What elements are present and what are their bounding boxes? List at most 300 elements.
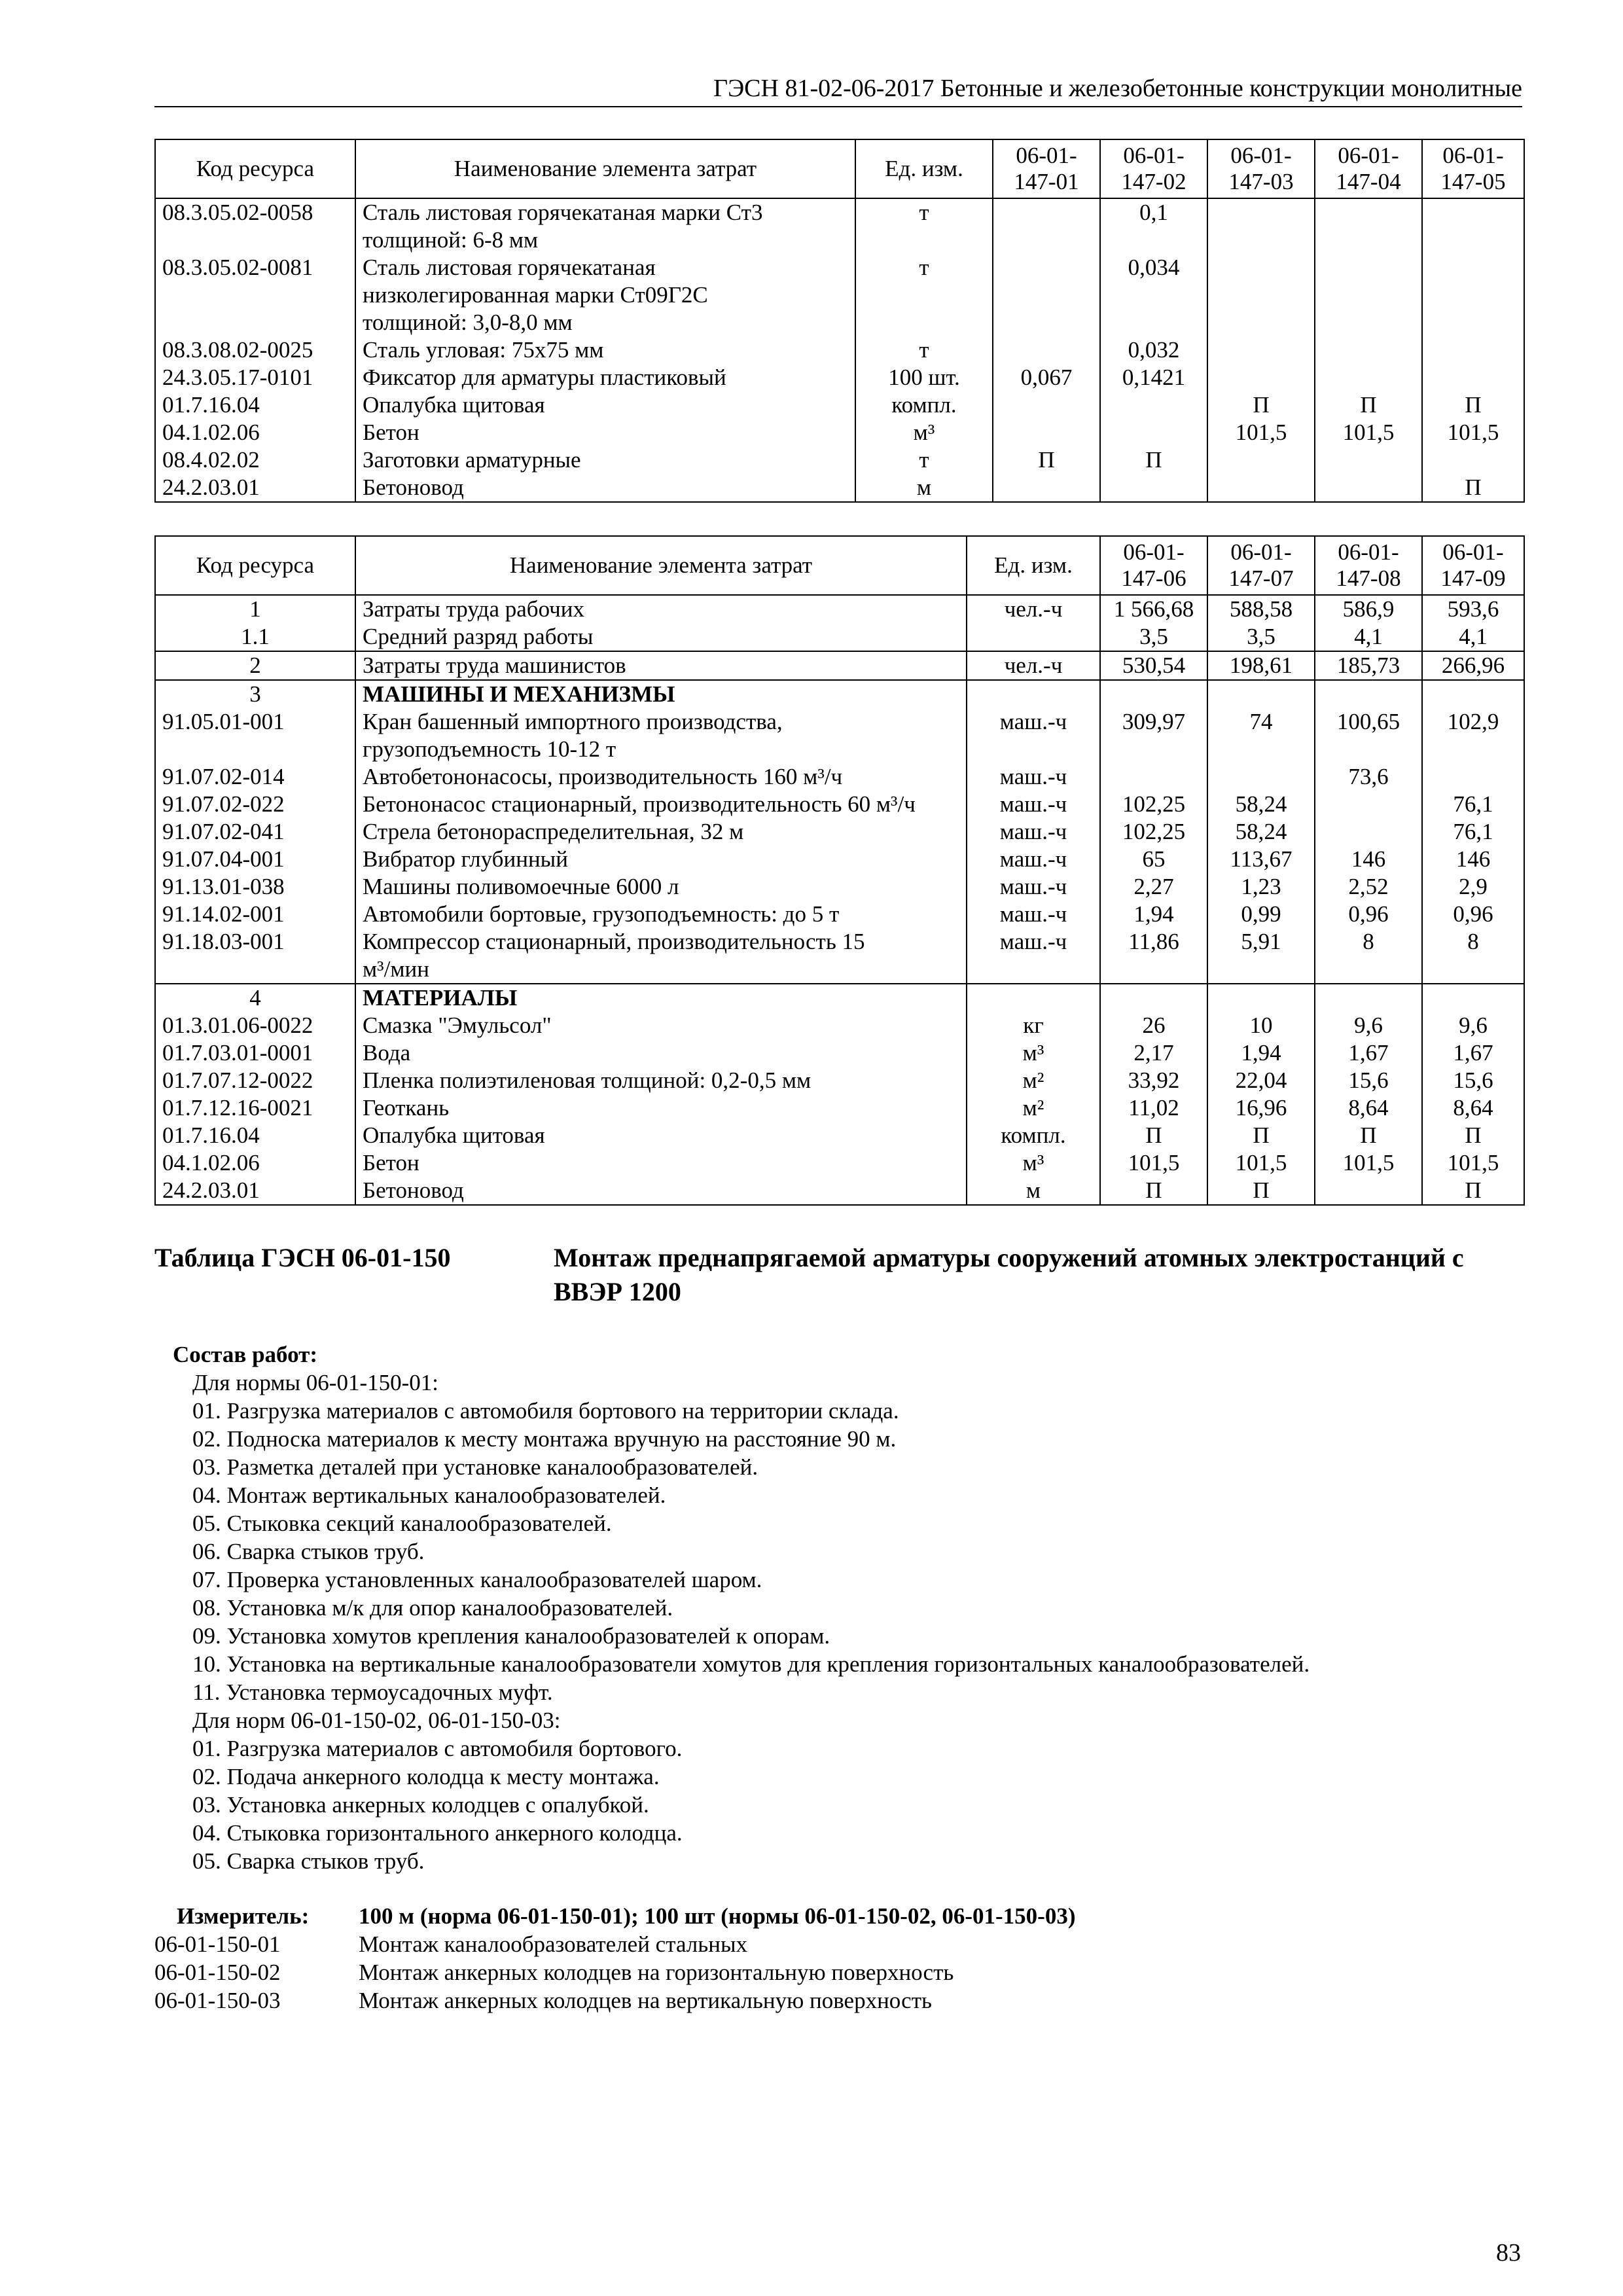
value-cell: П (1207, 391, 1315, 419)
unit-cell (967, 736, 1100, 763)
value-cell: 266,96 (1422, 651, 1524, 680)
resource-name-cell: Бетон (355, 1149, 967, 1177)
resource-name-cell: Сталь угловая: 75х75 мм (355, 336, 855, 364)
value-cell: 4,1 (1315, 623, 1422, 651)
resource-name-cell: Бетон (355, 419, 855, 446)
work-item: 02. Подача анкерного колодца к месту монтажа. (192, 1764, 660, 1789)
resource-name-cell: Фиксатор для арматуры пластиковый (355, 364, 855, 391)
value-cell: 309,97 (1100, 708, 1207, 736)
unit-cell: м³ (855, 419, 993, 446)
unit-cell: 100 шт. (855, 364, 993, 391)
unit-cell (967, 680, 1100, 708)
resource-name-cell: толщиной: 3,0-8,0 мм (355, 309, 855, 336)
resource-code-cell: 91.07.02-022 (155, 791, 355, 818)
value-cell (1207, 736, 1315, 763)
resource-name-cell: Опалубка щитовая (355, 1122, 967, 1149)
value-cell: 1,67 (1422, 1039, 1524, 1067)
resource-code-cell: 04.1.02.06 (155, 419, 355, 446)
value-cell (1422, 763, 1524, 791)
resource-table-147-06-09 (154, 535, 1525, 1206)
value-cell: 22,04 (1207, 1067, 1315, 1094)
table-row (155, 680, 1524, 708)
table-row (155, 708, 1524, 736)
unit-cell: т (855, 336, 993, 364)
resource-name-cell: Пленка полиэтиленовая толщиной: 0,2-0,5 мм (355, 1067, 967, 1094)
value-cell: 2,17 (1100, 1039, 1207, 1067)
value-cell (1422, 336, 1524, 364)
unit-cell: маш.-ч (967, 928, 1100, 956)
value-cell (993, 281, 1100, 309)
value-cell: 0,034 (1100, 254, 1207, 281)
resource-name-cell: м³/мин (355, 956, 967, 984)
resource-table-147-01-05 (154, 139, 1525, 503)
value-cell: 3,5 (1207, 623, 1315, 651)
table-row (155, 419, 1524, 446)
value-cell: 9,6 (1422, 1012, 1524, 1039)
value-cell: 33,92 (1100, 1067, 1207, 1094)
value-cell (1100, 474, 1207, 502)
value-cell (1315, 254, 1422, 281)
norm-item (154, 1930, 1075, 1958)
value-cell (1100, 391, 1207, 419)
resource-name-cell: низколегированная марки Ст09Г2С (355, 281, 855, 309)
work-list (173, 1369, 1310, 1875)
resource-name-cell: Затраты труда машинистов (355, 651, 967, 680)
column-header: Ед. изм. (855, 139, 993, 198)
norm-code: 06-01-150-03 (154, 1988, 281, 2013)
resource-code-cell: 2 (155, 651, 355, 680)
value-cell: 58,24 (1207, 818, 1315, 846)
work-item: 01. Разгрузка материалов с автомобиля бортового. (192, 1736, 683, 1761)
value-cell: 1 566,68 (1100, 595, 1207, 623)
unit-cell: маш.-ч (967, 818, 1100, 846)
column-header: Код ресурса (155, 536, 355, 595)
value-cell: 8,64 (1422, 1094, 1524, 1122)
column-header: Ед. изм. (967, 536, 1100, 595)
resource-code-cell: 24.2.03.01 (155, 1177, 355, 1205)
table-row (155, 956, 1524, 984)
resource-name-cell: Автомобили бортовые, грузоподъемность: до 5 т (355, 901, 967, 928)
value-cell (1422, 226, 1524, 254)
resource-name-cell: Смазка "Эмульсол" (355, 1012, 967, 1039)
resource-code-cell: 91.13.01-038 (155, 873, 355, 901)
resource-code-cell (155, 226, 355, 254)
value-cell: 15,6 (1315, 1067, 1422, 1094)
resource-code-cell: 01.7.16.04 (155, 1122, 355, 1149)
norm-list (154, 1930, 1075, 2015)
value-cell: 9,6 (1315, 1012, 1422, 1039)
value-cell (1100, 226, 1207, 254)
unit-cell (967, 623, 1100, 651)
value-cell (1315, 1177, 1422, 1205)
norm-item (154, 1958, 1075, 1986)
resource-name-cell: Бетононасос стационарный, производительность 60 м³/ч (355, 791, 967, 818)
value-cell: П (1422, 1177, 1524, 1205)
value-cell: П (1422, 391, 1524, 419)
resource-code-cell: 1 (155, 595, 355, 623)
value-cell: 76,1 (1422, 818, 1524, 846)
value-cell (1422, 198, 1524, 226)
unit-cell: маш.-ч (967, 708, 1100, 736)
unit-cell (855, 226, 993, 254)
value-cell (1315, 198, 1422, 226)
value-cell (993, 254, 1100, 281)
resource-code-cell: 08.3.08.02-0025 (155, 336, 355, 364)
value-cell: П (1422, 474, 1524, 502)
value-cell (1315, 474, 1422, 502)
unit-cell: т (855, 198, 993, 226)
value-cell: 73,6 (1315, 763, 1422, 791)
value-cell (1315, 818, 1422, 846)
value-cell: 1,67 (1315, 1039, 1422, 1067)
resource-code-cell: 08.4.02.02 (155, 446, 355, 474)
value-cell (1315, 309, 1422, 336)
value-cell: 101,5 (1422, 419, 1524, 446)
table-row (155, 1149, 1524, 1177)
table-row (155, 818, 1524, 846)
resource-code-cell: 4 (155, 984, 355, 1012)
value-cell: 101,5 (1315, 1149, 1422, 1177)
value-cell (993, 474, 1100, 502)
table-row (155, 1012, 1524, 1039)
value-cell: 146 (1315, 846, 1422, 873)
column-header: 06-01- 147-07 (1207, 536, 1315, 595)
work-item: 09. Установка хомутов крепления каналообразователей к опорам. (192, 1623, 830, 1649)
norm-name: Монтаж анкерных колодцев на горизонтальную поверхность (359, 1960, 954, 1985)
value-cell: 26 (1100, 1012, 1207, 1039)
resource-name-cell: Стрела бетонораспределительная, 32 м (355, 818, 967, 846)
table-row (155, 1039, 1524, 1067)
value-cell (1207, 281, 1315, 309)
value-cell: 530,54 (1100, 651, 1207, 680)
value-cell (1422, 309, 1524, 336)
work-item: 07. Проверка установленных каналообразователей шаром. (192, 1567, 762, 1592)
resource-name-cell: Кран башенный импортного производства, (355, 708, 967, 736)
value-cell (1100, 281, 1207, 309)
resource-code-cell: 08.3.05.02-0058 (155, 198, 355, 226)
work-item: 04. Монтаж вертикальных каналообразователей. (192, 1482, 666, 1508)
work-item: 08. Установка м/к для опор каналообразователей. (192, 1595, 673, 1621)
value-cell: 16,96 (1207, 1094, 1315, 1122)
value-cell (1315, 226, 1422, 254)
work-item: 02. Подноска материалов к месту монтажа вручную на расстояние 90 м. (192, 1426, 897, 1452)
work-item: 10. Установка на вертикальные каналообразователи хомутов для крепления горизонтальных каналообразователей. (192, 1651, 1310, 1677)
work-item: 05. Сварка стыков труб. (192, 1848, 425, 1874)
value-cell (1315, 791, 1422, 818)
value-cell (1207, 446, 1315, 474)
column-header: 06-01- 147-03 (1207, 139, 1315, 198)
value-cell (1207, 956, 1315, 984)
table-row (155, 1067, 1524, 1094)
work-composition (173, 1340, 1310, 1875)
resource-code-cell: 01.7.07.12-0022 (155, 1067, 355, 1094)
resource-code-cell (155, 309, 355, 336)
table-row (155, 791, 1524, 818)
column-header: Код ресурса (155, 139, 355, 198)
table-row (155, 226, 1524, 254)
value-cell: 1,94 (1100, 901, 1207, 928)
value-cell: П (1100, 1122, 1207, 1149)
work-item: Для норм 06-01-150-02, 06-01-150-03: (192, 1708, 561, 1733)
column-header: 06-01- 147-01 (993, 139, 1100, 198)
value-cell (1207, 763, 1315, 791)
table-row (155, 1177, 1524, 1205)
resource-code-cell: 3 (155, 680, 355, 708)
value-cell (1100, 680, 1207, 708)
resource-code-cell (155, 736, 355, 763)
value-cell: 185,73 (1315, 651, 1422, 680)
value-cell (993, 336, 1100, 364)
value-cell (1422, 364, 1524, 391)
unit-cell (967, 984, 1100, 1012)
value-cell: 588,58 (1207, 595, 1315, 623)
value-cell (1315, 984, 1422, 1012)
unit-cell (855, 281, 993, 309)
value-cell: 101,5 (1315, 419, 1422, 446)
table-row (155, 309, 1524, 336)
table-row (155, 254, 1524, 281)
resource-code-cell: 24.3.05.17-0101 (155, 364, 355, 391)
value-cell (1422, 680, 1524, 708)
table-row (155, 1094, 1524, 1122)
resource-code-cell: 91.05.01-001 (155, 708, 355, 736)
value-cell (993, 198, 1100, 226)
unit-cell: м³ (967, 1039, 1100, 1067)
resource-code-cell: 01.7.12.16-0021 (155, 1094, 355, 1122)
table-row (155, 198, 1524, 226)
column-header: Наименование элемента затрат (355, 139, 855, 198)
value-cell: 5,91 (1207, 928, 1315, 956)
resource-code-cell: 01.3.01.06-0022 (155, 1012, 355, 1039)
value-cell: П (1422, 1122, 1524, 1149)
unit-cell: маш.-ч (967, 763, 1100, 791)
column-header: 06-01- 147-02 (1100, 139, 1207, 198)
value-cell: 0,067 (993, 364, 1100, 391)
meter-value: 100 м (норма 06-01-150-01); 100 шт (нормы 06-01-150-02, 06-01-150-03) (359, 1903, 1076, 1929)
value-cell (1422, 446, 1524, 474)
resource-code-cell: 01.7.03.01-0001 (155, 1039, 355, 1067)
value-cell: П (1207, 1177, 1315, 1205)
value-cell (1100, 309, 1207, 336)
table-row (155, 984, 1524, 1012)
resource-code-cell: 24.2.03.01 (155, 474, 355, 502)
value-cell: 0,96 (1422, 901, 1524, 928)
value-cell: 0,1 (1100, 198, 1207, 226)
table-row (155, 364, 1524, 391)
value-cell: 0,96 (1315, 901, 1422, 928)
value-cell: 8 (1422, 928, 1524, 956)
value-cell (1100, 736, 1207, 763)
column-header: Наименование элемента затрат (355, 536, 967, 595)
value-cell (1315, 446, 1422, 474)
value-cell (1315, 281, 1422, 309)
table-row (155, 446, 1524, 474)
resource-name-cell: Компрессор стационарный, производительность 15 (355, 928, 967, 956)
resource-code-cell: 91.07.04-001 (155, 846, 355, 873)
table-row (155, 281, 1524, 309)
value-cell: П (1207, 1122, 1315, 1149)
value-cell: 10 (1207, 1012, 1315, 1039)
value-cell (1207, 984, 1315, 1012)
work-composition-heading: Состав работ: (173, 1342, 317, 1367)
table-row (155, 901, 1524, 928)
unit-cell: м² (967, 1094, 1100, 1122)
value-cell (993, 391, 1100, 419)
resource-name-cell: толщиной: 6-8 мм (355, 226, 855, 254)
value-cell: 58,24 (1207, 791, 1315, 818)
value-cell (1100, 419, 1207, 446)
resource-code-cell: 91.14.02-001 (155, 901, 355, 928)
unit-cell: м² (967, 1067, 1100, 1094)
meter-label: Измеритель: (177, 1903, 310, 1929)
unit-cell: чел.-ч (967, 595, 1100, 623)
table-number-heading: Таблица ГЭСН 06-01-150 (154, 1243, 451, 1272)
unit-cell (967, 956, 1100, 984)
value-cell: 11,02 (1100, 1094, 1207, 1122)
value-cell: 586,9 (1315, 595, 1422, 623)
resource-name-cell: Геоткань (355, 1094, 967, 1122)
unit-cell: компл. (967, 1122, 1100, 1149)
work-item: 05. Стыковка секций каналообразователей. (192, 1511, 612, 1536)
value-cell (1207, 226, 1315, 254)
column-header: 06-01- 147-06 (1100, 536, 1207, 595)
column-header: 06-01- 147-05 (1422, 139, 1524, 198)
value-cell (1207, 364, 1315, 391)
unit-cell: т (855, 446, 993, 474)
unit-cell: т (855, 254, 993, 281)
unit-cell: маш.-ч (967, 873, 1100, 901)
resource-name-cell: Опалубка щитовая (355, 391, 855, 419)
value-cell: 101,5 (1207, 1149, 1315, 1177)
unit-cell: м (855, 474, 993, 502)
unit-cell: м³ (967, 1149, 1100, 1177)
work-item: 03. Разметка деталей при установке каналообразователей. (192, 1454, 758, 1480)
meter-section (154, 1902, 1075, 2015)
table-row (155, 623, 1524, 651)
resource-code-cell: 01.7.16.04 (155, 391, 355, 419)
table-row (155, 873, 1524, 901)
resource-name-cell: Бетоновод (355, 474, 855, 502)
page-number: 83 (1496, 2239, 1521, 2267)
value-cell (1315, 736, 1422, 763)
resource-name-cell: Сталь листовая горячекатаная (355, 254, 855, 281)
value-cell: 0,1421 (1100, 364, 1207, 391)
work-item: 04. Стыковка горизонтального анкерного колодца. (192, 1820, 683, 1846)
unit-cell: маш.-ч (967, 791, 1100, 818)
value-cell: 101,5 (1422, 1149, 1524, 1177)
resource-name-cell: МАШИНЫ И МЕХАНИЗМЫ (355, 680, 967, 708)
value-cell: 11,86 (1100, 928, 1207, 956)
resource-code-cell (155, 956, 355, 984)
value-cell: 102,25 (1100, 791, 1207, 818)
value-cell: 102,9 (1422, 708, 1524, 736)
unit-cell: чел.-ч (967, 651, 1100, 680)
table-row (155, 336, 1524, 364)
value-cell: 100,65 (1315, 708, 1422, 736)
unit-cell: маш.-ч (967, 901, 1100, 928)
resource-name-cell: Бетоновод (355, 1177, 967, 1205)
value-cell (1100, 956, 1207, 984)
resource-code-cell: 91.18.03-001 (155, 928, 355, 956)
resource-name-cell: грузоподъемность 10-12 т (355, 736, 967, 763)
value-cell: П (1100, 446, 1207, 474)
resource-name-cell: Вибратор глубинный (355, 846, 967, 873)
table-row (155, 595, 1524, 623)
resource-name-cell: Заготовки арматурные (355, 446, 855, 474)
value-cell (1207, 474, 1315, 502)
value-cell: 101,5 (1207, 419, 1315, 446)
value-cell: 1,23 (1207, 873, 1315, 901)
value-cell (1422, 984, 1524, 1012)
value-cell: 1,94 (1207, 1039, 1315, 1067)
resource-name-cell: Машины поливомоечные 6000 л (355, 873, 967, 901)
value-cell: 65 (1100, 846, 1207, 873)
unit-cell: кг (967, 1012, 1100, 1039)
work-item: Для нормы 06-01-150-01: (192, 1370, 438, 1395)
value-cell: П (1100, 1177, 1207, 1205)
table-row (155, 736, 1524, 763)
value-cell: 15,6 (1422, 1067, 1524, 1094)
value-cell (1207, 198, 1315, 226)
value-cell (1100, 984, 1207, 1012)
value-cell: 102,25 (1100, 818, 1207, 846)
value-cell (1422, 736, 1524, 763)
resource-code-cell: 04.1.02.06 (155, 1149, 355, 1177)
table-header-row (155, 139, 1524, 198)
value-cell: 2,9 (1422, 873, 1524, 901)
norm-name: Монтаж анкерных колодцев на вертикальную поверхность (359, 1988, 932, 2013)
value-cell: 0,99 (1207, 901, 1315, 928)
value-cell (1207, 254, 1315, 281)
table-row (155, 846, 1524, 873)
value-cell (1207, 336, 1315, 364)
resource-code-cell: 08.3.05.02-0081 (155, 254, 355, 281)
value-cell (993, 419, 1100, 446)
resource-code-cell: 91.07.02-041 (155, 818, 355, 846)
table-row (155, 1122, 1524, 1149)
table-row (155, 763, 1524, 791)
value-cell (1315, 364, 1422, 391)
value-cell (1100, 763, 1207, 791)
table-row (155, 474, 1524, 502)
value-cell (1207, 680, 1315, 708)
value-cell: 101,5 (1100, 1149, 1207, 1177)
value-cell (1422, 254, 1524, 281)
value-cell: 8 (1315, 928, 1422, 956)
column-header: 06-01- 147-08 (1315, 536, 1422, 595)
resource-code-cell: 1.1 (155, 623, 355, 651)
unit-cell: маш.-ч (967, 846, 1100, 873)
resource-name-cell: Затраты труда рабочих (355, 595, 967, 623)
value-cell: 8,64 (1315, 1094, 1422, 1122)
norm-item (154, 1986, 1075, 2015)
value-cell (1422, 281, 1524, 309)
resource-name-cell: Вода (355, 1039, 967, 1067)
unit-cell (855, 309, 993, 336)
meter-line (154, 1902, 1075, 1930)
work-item: 01. Разгрузка материалов с автомобиля бортового на территории склада. (192, 1398, 899, 1424)
norm-name: Монтаж каналообразователей стальных (359, 1931, 747, 1957)
value-cell (1315, 336, 1422, 364)
table-header-row (155, 536, 1524, 595)
norm-code: 06-01-150-02 (154, 1960, 281, 1985)
norm-code: 06-01-150-01 (154, 1931, 281, 1957)
value-cell: 2,27 (1100, 873, 1207, 901)
table-row (155, 928, 1524, 956)
value-cell: П (1315, 391, 1422, 419)
value-cell: 2,52 (1315, 873, 1422, 901)
value-cell: 76,1 (1422, 791, 1524, 818)
